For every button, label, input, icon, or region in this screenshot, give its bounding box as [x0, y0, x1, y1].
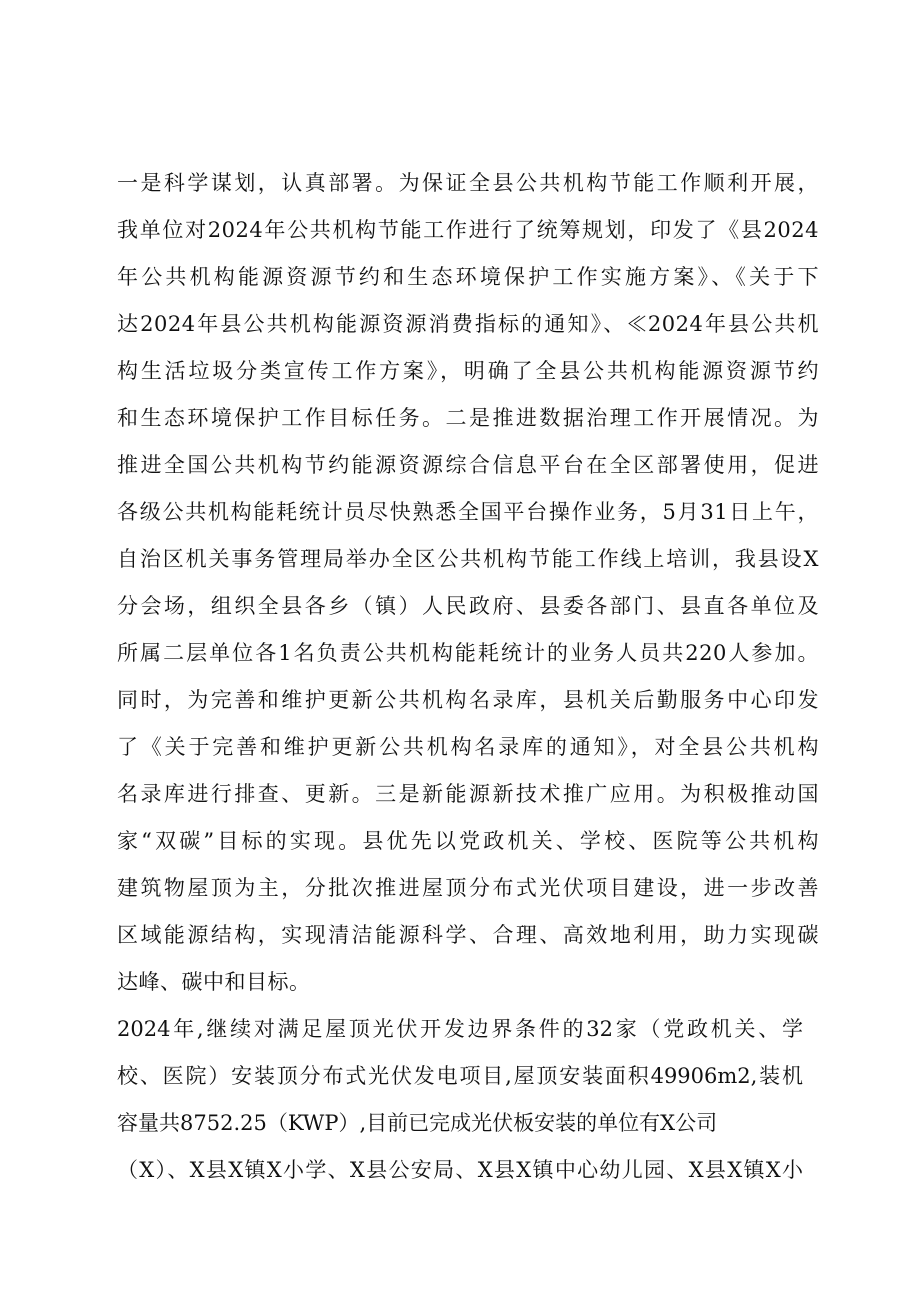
paragraph-1-line-8: 各级公共机构能耗统计员尽快熟悉全国平台操作业务，5月31日上午，: [117, 500, 819, 524]
paragraph-1-line-12: 同时，为完善和维护更新公共机构名录库，县机关后勤服务中心印发: [117, 688, 819, 712]
paragraph-1-line-7: 推进全国公共机构节约能源资源综合信息平台在全区部署使用，促进: [117, 453, 819, 477]
paragraph-1-line-15: 家“双碳”目标的实现。县优先以党政机关、学校、医院等公共机构: [117, 829, 819, 853]
paragraph-1-line-6: 和生态环境保护工作目标任务。二是推进数据治理工作开展情况。为: [117, 406, 819, 430]
paragraph-1-line-17: 区域能源结构，实现清洁能源科学、合理、高效地利用，助力实现碳: [117, 923, 819, 947]
paragraph-1-line-4: 达2024年县公共机构能源资源消费指标的通知》、≪2024年县公共机: [117, 312, 819, 336]
paragraph-1-line-10: 分会场，组织全县各乡（镇）人民政府、县委各部门、县直各单位及: [117, 594, 819, 618]
paragraph-1-line-14: 名录库进行排查、更新。三是新能源新技术推广应用。为积极推动国: [117, 782, 819, 806]
paragraph-1-line-13: 了《关于完善和维护更新公共机构名录库的通知》，对全县公共机构: [117, 735, 819, 759]
paragraph-1-line-16: 建筑物屋顶为主，分批次推进屋顶分布式光伏项目建设，进一步改善: [117, 876, 819, 900]
paragraph-2-line-1: 2024年,继续对满足屋顶光伏开发边界条件的32家（党政机关、学: [117, 1017, 803, 1041]
paragraph-1-line-2: 我单位对2024年公共机构节能工作进行了统筹规划，印发了《县2024: [117, 218, 819, 242]
paragraph-1-line-18: 达峰、碳中和目标。: [117, 970, 311, 994]
paragraph-1-line-9: 自治区机关事务管理局举办全区公共机构节能工作线上培训，我县设X: [117, 547, 819, 571]
paragraph-2-line-2: 校、医院）安装顶分布式光伏发电项目,屋顶安装面积49906m2,装机: [117, 1064, 803, 1088]
paragraph-1-line-11: 所属二层单位各1名负责公共机构能耗统计的业务人员共220人参加。: [117, 641, 819, 665]
paragraph-1-line-1: 一是科学谋划，认真部署。为保证全县公共机构节能工作顺利开展，: [117, 171, 819, 195]
paragraph-1-line-5: 构生活垃圾分类宣传工作方案》，明确了全县公共机构能源资源节约: [117, 359, 819, 383]
paragraph-2-line-3: 容量共8752.25（KWP）,目前已完成光伏板安装的单位有X公司: [117, 1111, 718, 1135]
paragraph-1-line-3: 年公共机构能源资源节约和生态环境保护工作实施方案》、《关于下: [117, 265, 819, 289]
paragraph-2-line-4: （X）、X县X镇X小学、X县公安局、X县X镇中心幼儿园、X县X镇X小: [117, 1158, 803, 1182]
